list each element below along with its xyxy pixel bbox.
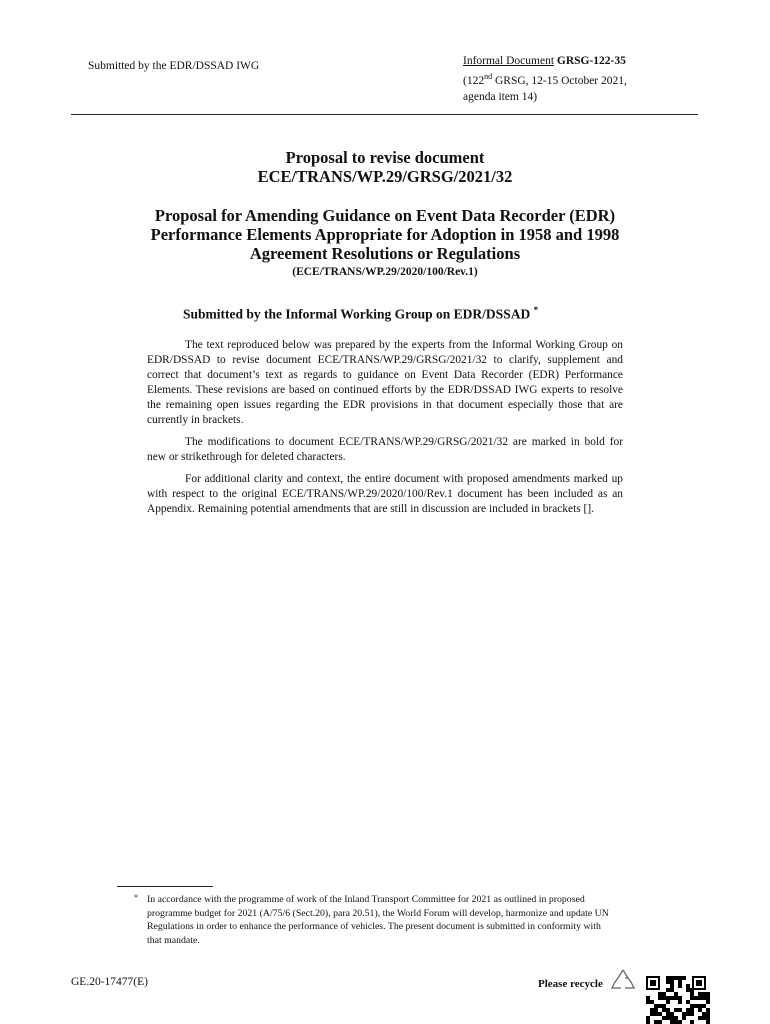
- session-rest: GRSG, 12-15 October 2021,: [492, 74, 627, 87]
- paragraph-1: The text reproduced below was prepared by the experts from the Informal Working Group on EDR/DSSAD to revise document ECE/TRANS/WP.29/GRSG/2021/32 to clarify, supplement and correct that document’s text as regards to guidance on Event Data Recorder (EDR) Performance Elements. These revisions are based on continued efforts by the EDR/DSSAD IWG experts to resolve the remaining open issues regarding the EDR provisions in that document especially those that are currently in brackets.: [147, 339, 623, 426]
- session-line: [463, 69, 693, 89]
- title-line-5: Agreement Resolutions or Regulations: [249, 244, 521, 263]
- document-number: GE.20-17477(E): [71, 976, 148, 988]
- header-divider: [71, 114, 698, 115]
- info-label: Informal Document: [463, 55, 555, 67]
- session-prefix: (122: [463, 74, 485, 87]
- submitted-by-subtitle: [183, 305, 538, 323]
- paragraph-2: The modifications to document ECE/TRANS/WP.29/GRSG/2021/32 are marked in bold for new or strikethrough for deleted characters.: [147, 436, 623, 463]
- title-line-2: ECE/TRANS/WP.29/GRSG/2021/32: [257, 167, 513, 186]
- title-reference: (ECE/TRANS/WP.29/2020/100/Rev.1): [292, 266, 478, 278]
- agenda-line: agenda item 14): [463, 90, 538, 103]
- informal-document-block: [463, 53, 693, 105]
- body-text: [147, 338, 623, 524]
- submitted-by-header: Submitted by the EDR/DSSAD IWG: [88, 60, 260, 72]
- title-line-4: Performance Elements Appropriate for Adoption in 1958 and 1998: [150, 225, 620, 244]
- paragraph-3: For additional clarity and context, the entire document with proposed amendments marked up with respect to the original ECE/TRANS/WP.29/2020/100/Rev.1 document has been included as an Appendix. Remaining potential amendments that are still in discussion are included in brackets [].: [147, 473, 623, 515]
- recycle-text: Please recycle: [538, 978, 603, 990]
- footnote-marker: *: [533, 305, 539, 315]
- footnote-text: In accordance with the programme of work of the Inland Transport Committee for 2021 as outlined in proposed programme budget for 2021 (A/75/6 (Sect.20), para 20.51), the World Forum will develop, harmonize and update UN Regulations in order to enhance the performance of vehicles. The present document is submitted in conformity with that mandate.: [147, 894, 609, 946]
- recycle-icon: [610, 967, 636, 993]
- title-line-3: Proposal for Amending Guidance on Event Data Recorder (EDR): [154, 206, 616, 225]
- title-line-1: Proposal to revise document: [285, 148, 485, 167]
- session-sup: nd: [484, 72, 493, 81]
- footnote: [134, 893, 618, 947]
- document-code-line: [463, 53, 693, 69]
- qr-code-icon: [644, 974, 710, 1024]
- subtitle-text: Submitted by the Informal Working Group on EDR/DSSAD: [183, 306, 534, 322]
- footnote-mark: *: [134, 893, 138, 902]
- info-code: GRSG-122-35: [556, 55, 626, 67]
- footnote-divider: [117, 886, 213, 887]
